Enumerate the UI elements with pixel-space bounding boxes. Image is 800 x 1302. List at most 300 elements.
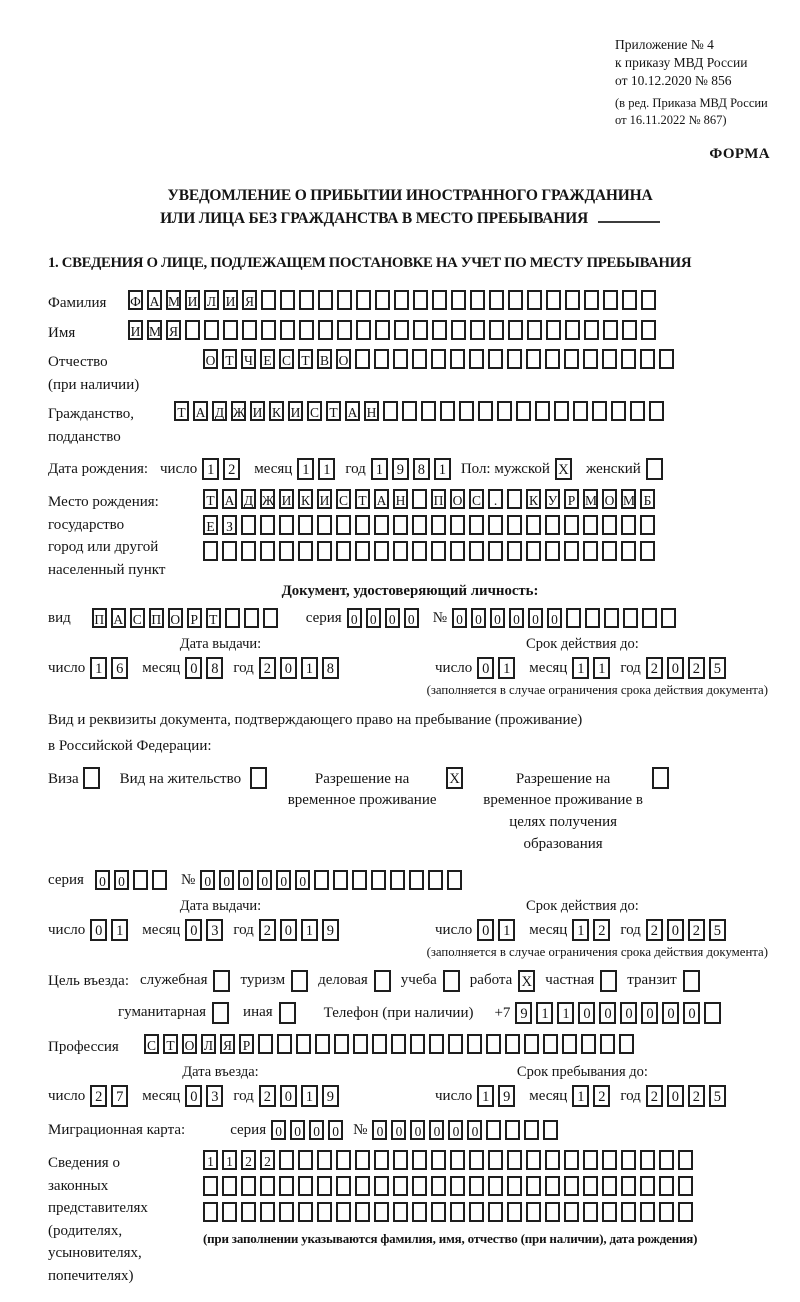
char-box[interactable] — [280, 320, 295, 340]
char-box[interactable]: 5 — [709, 919, 726, 941]
char-box[interactable] — [640, 541, 655, 561]
char-box[interactable]: 0 — [114, 870, 129, 890]
char-box[interactable]: 1 — [593, 657, 610, 679]
char-box[interactable] — [546, 290, 561, 310]
char-box[interactable] — [450, 515, 465, 535]
char-box[interactable]: 1 — [301, 919, 318, 941]
char-box[interactable]: 9 — [515, 1002, 532, 1024]
char-box[interactable]: Т — [174, 401, 189, 421]
char-box[interactable]: 9 — [392, 458, 409, 480]
char-box[interactable] — [374, 1176, 389, 1196]
char-box[interactable]: 1 — [434, 458, 451, 480]
char-box[interactable] — [527, 320, 542, 340]
char-box[interactable] — [543, 1120, 558, 1140]
char-box[interactable] — [469, 1202, 484, 1222]
char-box[interactable] — [602, 1176, 617, 1196]
char-box[interactable] — [507, 541, 522, 561]
char-box[interactable] — [602, 541, 617, 561]
char-box[interactable] — [470, 290, 485, 310]
char-box[interactable]: 1 — [498, 919, 515, 941]
char-box[interactable] — [356, 290, 371, 310]
char-box[interactable]: 2 — [646, 657, 663, 679]
residence-expiry-day-boxes[interactable] — [477, 919, 519, 941]
char-box[interactable] — [524, 1034, 539, 1054]
char-box[interactable] — [241, 1176, 256, 1196]
char-box[interactable]: 0 — [257, 870, 272, 890]
char-box[interactable] — [431, 541, 446, 561]
char-box[interactable]: 0 — [372, 1120, 387, 1140]
char-box[interactable] — [383, 401, 398, 421]
char-box[interactable] — [565, 290, 580, 310]
migration-number-boxes[interactable] — [372, 1120, 562, 1140]
char-box[interactable] — [507, 1176, 522, 1196]
char-box[interactable]: К — [298, 489, 313, 509]
char-box[interactable] — [469, 541, 484, 561]
char-box[interactable]: Ч — [241, 349, 256, 369]
char-box[interactable]: 5 — [709, 1085, 726, 1107]
char-box[interactable] — [336, 1176, 351, 1196]
char-box[interactable] — [336, 1150, 351, 1170]
char-box[interactable] — [279, 1202, 294, 1222]
char-box[interactable] — [526, 1150, 541, 1170]
char-box[interactable] — [337, 320, 352, 340]
char-box[interactable] — [374, 541, 389, 561]
char-box[interactable]: 1 — [498, 657, 515, 679]
expiry-year-boxes[interactable] — [646, 657, 730, 679]
char-box[interactable]: С — [130, 608, 145, 628]
char-box[interactable] — [602, 349, 617, 369]
char-box[interactable] — [467, 1034, 482, 1054]
char-box[interactable] — [336, 515, 351, 535]
birth-year-boxes[interactable] — [371, 458, 455, 480]
phone-boxes[interactable] — [515, 1002, 725, 1024]
char-box[interactable] — [621, 515, 636, 535]
char-box[interactable] — [564, 349, 579, 369]
char-box[interactable] — [526, 515, 541, 535]
char-box[interactable] — [535, 401, 550, 421]
char-box[interactable] — [554, 401, 569, 421]
char-box[interactable]: И — [279, 489, 294, 509]
char-box[interactable]: 0 — [276, 870, 291, 890]
char-box[interactable] — [242, 320, 257, 340]
char-box[interactable] — [258, 1034, 273, 1054]
char-box[interactable] — [317, 515, 332, 535]
char-box[interactable]: 1 — [318, 458, 335, 480]
char-box[interactable] — [260, 1202, 275, 1222]
char-box[interactable] — [213, 970, 230, 992]
char-box[interactable]: О — [203, 349, 218, 369]
char-box[interactable]: 0 — [347, 608, 362, 628]
char-box[interactable] — [583, 1176, 598, 1196]
residence-number-boxes[interactable] — [200, 870, 466, 890]
char-box[interactable] — [585, 608, 600, 628]
char-box[interactable] — [299, 320, 314, 340]
char-box[interactable] — [678, 1176, 693, 1196]
char-box[interactable] — [642, 608, 657, 628]
residence-issue-day-boxes[interactable] — [90, 919, 132, 941]
char-box[interactable]: Т — [355, 489, 370, 509]
char-box[interactable] — [393, 541, 408, 561]
char-box[interactable]: 9 — [322, 1085, 339, 1107]
char-box[interactable]: 9 — [322, 919, 339, 941]
char-box[interactable] — [393, 1150, 408, 1170]
char-box[interactable] — [393, 349, 408, 369]
char-box[interactable] — [410, 1034, 425, 1054]
char-box[interactable]: 0 — [238, 870, 253, 890]
char-box[interactable] — [317, 1176, 332, 1196]
firstname-boxes[interactable] — [128, 320, 660, 340]
char-box[interactable] — [225, 608, 240, 628]
char-box[interactable] — [619, 1034, 634, 1054]
char-box[interactable]: Я — [242, 290, 257, 310]
char-box[interactable] — [431, 515, 446, 535]
char-box[interactable]: 1 — [572, 1085, 589, 1107]
char-box[interactable] — [185, 320, 200, 340]
char-box[interactable] — [296, 1034, 311, 1054]
char-box[interactable]: 0 — [328, 1120, 343, 1140]
char-box[interactable] — [203, 1202, 218, 1222]
char-box[interactable] — [412, 1202, 427, 1222]
char-box[interactable] — [409, 870, 424, 890]
char-box[interactable] — [450, 1150, 465, 1170]
char-box[interactable]: Т — [222, 349, 237, 369]
char-box[interactable] — [583, 1202, 598, 1222]
char-box[interactable] — [448, 1034, 463, 1054]
char-box[interactable] — [661, 608, 676, 628]
char-box[interactable] — [562, 1034, 577, 1054]
char-box[interactable] — [526, 1202, 541, 1222]
char-box[interactable]: С — [469, 489, 484, 509]
purpose-study-checkbox[interactable] — [443, 970, 464, 992]
char-box[interactable] — [507, 349, 522, 369]
char-box[interactable] — [602, 515, 617, 535]
char-box[interactable] — [244, 608, 259, 628]
char-box[interactable]: 0 — [490, 608, 505, 628]
char-box[interactable] — [603, 290, 618, 310]
char-box[interactable] — [622, 290, 637, 310]
char-box[interactable] — [337, 290, 352, 310]
char-box[interactable] — [678, 1202, 693, 1222]
char-box[interactable]: 0 — [683, 1002, 700, 1024]
char-box[interactable]: 0 — [309, 1120, 324, 1140]
char-box[interactable] — [412, 489, 427, 509]
residence-series-boxes[interactable] — [95, 870, 171, 890]
char-box[interactable] — [470, 320, 485, 340]
char-box[interactable]: 0 — [391, 1120, 406, 1140]
residence-expiry-year-boxes[interactable] — [646, 919, 730, 941]
representatives-line1[interactable] — [203, 1150, 697, 1170]
char-box[interactable] — [314, 870, 329, 890]
char-box[interactable] — [375, 320, 390, 340]
char-box[interactable] — [526, 541, 541, 561]
char-box[interactable] — [83, 767, 100, 789]
char-box[interactable] — [451, 320, 466, 340]
char-box[interactable] — [564, 1202, 579, 1222]
char-box[interactable] — [545, 1150, 560, 1170]
char-box[interactable]: 0 — [477, 919, 494, 941]
stay-day-boxes[interactable] — [477, 1085, 519, 1107]
char-box[interactable] — [507, 515, 522, 535]
char-box[interactable]: 7 — [111, 1085, 128, 1107]
char-box[interactable] — [704, 1002, 721, 1024]
char-box[interactable]: 2 — [593, 1085, 610, 1107]
char-box[interactable] — [355, 349, 370, 369]
char-box[interactable]: 0 — [467, 1120, 482, 1140]
char-box[interactable] — [508, 320, 523, 340]
char-box[interactable] — [390, 870, 405, 890]
char-box[interactable] — [374, 515, 389, 535]
char-box[interactable] — [353, 1034, 368, 1054]
char-box[interactable] — [279, 1002, 296, 1024]
entry-day-boxes[interactable] — [90, 1085, 132, 1107]
char-box[interactable]: И — [288, 401, 303, 421]
char-box[interactable] — [374, 1150, 389, 1170]
char-box[interactable]: 0 — [641, 1002, 658, 1024]
char-box[interactable]: О — [450, 489, 465, 509]
char-box[interactable] — [393, 1176, 408, 1196]
issue-month-boxes[interactable] — [185, 657, 227, 679]
char-box[interactable]: 2 — [259, 657, 276, 679]
char-box[interactable] — [355, 541, 370, 561]
char-box[interactable] — [646, 458, 663, 480]
char-box[interactable] — [372, 1034, 387, 1054]
char-box[interactable] — [371, 870, 386, 890]
char-box[interactable]: 0 — [547, 608, 562, 628]
char-box[interactable] — [412, 515, 427, 535]
char-box[interactable] — [412, 1176, 427, 1196]
char-box[interactable] — [317, 1150, 332, 1170]
char-box[interactable] — [394, 320, 409, 340]
char-box[interactable] — [260, 541, 275, 561]
patronymic-boxes[interactable] — [203, 349, 678, 369]
char-box[interactable]: 0 — [185, 1085, 202, 1107]
char-box[interactable]: Е — [203, 515, 218, 535]
char-box[interactable] — [374, 970, 391, 992]
char-box[interactable]: Т — [203, 489, 218, 509]
char-box[interactable] — [291, 970, 308, 992]
char-box[interactable] — [261, 290, 276, 310]
birth-month-boxes[interactable] — [297, 458, 339, 480]
char-box[interactable] — [318, 290, 333, 310]
char-box[interactable] — [573, 401, 588, 421]
char-box[interactable] — [584, 290, 599, 310]
char-box[interactable] — [374, 1202, 389, 1222]
char-box[interactable] — [488, 349, 503, 369]
char-box[interactable] — [611, 401, 626, 421]
char-box[interactable] — [241, 1202, 256, 1222]
char-box[interactable] — [623, 608, 638, 628]
char-box[interactable]: 2 — [646, 1085, 663, 1107]
char-box[interactable]: 0 — [90, 919, 107, 941]
char-box[interactable]: К — [526, 489, 541, 509]
char-box[interactable] — [659, 1202, 674, 1222]
char-box[interactable]: Д — [241, 489, 256, 509]
stay-month-boxes[interactable] — [572, 1085, 614, 1107]
char-box[interactable]: Н — [393, 489, 408, 509]
char-box[interactable]: 6 — [111, 657, 128, 679]
char-box[interactable]: 0 — [280, 919, 297, 941]
char-box[interactable]: И — [250, 401, 265, 421]
char-box[interactable]: В — [317, 349, 332, 369]
char-box[interactable]: 1 — [536, 1002, 553, 1024]
char-box[interactable] — [375, 290, 390, 310]
char-box[interactable] — [564, 1150, 579, 1170]
doc-kind-boxes[interactable] — [92, 608, 282, 628]
char-box[interactable]: 2 — [259, 919, 276, 941]
char-box[interactable] — [315, 1034, 330, 1054]
char-box[interactable]: З — [222, 515, 237, 535]
female-checkbox[interactable] — [646, 458, 667, 480]
char-box[interactable] — [584, 320, 599, 340]
char-box[interactable] — [640, 1176, 655, 1196]
char-box[interactable]: 0 — [280, 1085, 297, 1107]
char-box[interactable]: Р — [564, 489, 579, 509]
char-box[interactable]: А — [147, 290, 162, 310]
char-box[interactable] — [621, 349, 636, 369]
char-box[interactable] — [260, 515, 275, 535]
char-box[interactable]: 1 — [297, 458, 314, 480]
char-box[interactable]: А — [193, 401, 208, 421]
char-box[interactable] — [412, 349, 427, 369]
char-box[interactable]: 0 — [219, 870, 234, 890]
char-box[interactable] — [352, 870, 367, 890]
char-box[interactable]: Ф — [128, 290, 143, 310]
char-box[interactable]: А — [111, 608, 126, 628]
issue-year-boxes[interactable] — [259, 657, 343, 679]
char-box[interactable] — [583, 515, 598, 535]
char-box[interactable]: 8 — [413, 458, 430, 480]
birth-day-boxes[interactable] — [202, 458, 244, 480]
char-box[interactable] — [440, 401, 455, 421]
char-box[interactable] — [336, 541, 351, 561]
char-box[interactable]: С — [336, 489, 351, 509]
char-box[interactable]: 0 — [578, 1002, 595, 1024]
char-box[interactable]: 0 — [667, 919, 684, 941]
char-box[interactable] — [564, 515, 579, 535]
char-box[interactable] — [431, 1176, 446, 1196]
char-box[interactable] — [413, 290, 428, 310]
char-box[interactable] — [223, 320, 238, 340]
char-box[interactable] — [583, 1150, 598, 1170]
char-box[interactable]: 2 — [259, 1085, 276, 1107]
char-box[interactable] — [241, 541, 256, 561]
char-box[interactable]: М — [166, 290, 181, 310]
char-box[interactable]: 1 — [202, 458, 219, 480]
char-box[interactable] — [543, 1034, 558, 1054]
char-box[interactable] — [545, 515, 560, 535]
residence-permit-checkbox[interactable] — [250, 767, 271, 789]
char-box[interactable]: Я — [166, 320, 181, 340]
char-box[interactable] — [431, 1202, 446, 1222]
char-box[interactable]: 1 — [111, 919, 128, 941]
char-box[interactable] — [488, 541, 503, 561]
char-box[interactable] — [564, 1176, 579, 1196]
char-box[interactable]: 0 — [404, 608, 419, 628]
char-box[interactable] — [641, 320, 656, 340]
char-box[interactable] — [459, 401, 474, 421]
char-box[interactable]: 0 — [599, 1002, 616, 1024]
char-box[interactable]: Т — [326, 401, 341, 421]
char-box[interactable]: С — [279, 349, 294, 369]
char-box[interactable] — [486, 1034, 501, 1054]
char-box[interactable]: Т — [206, 608, 221, 628]
purpose-transit-checkbox[interactable] — [683, 970, 704, 992]
char-box[interactable]: 0 — [429, 1120, 444, 1140]
char-box[interactable] — [640, 1202, 655, 1222]
char-box[interactable] — [298, 1176, 313, 1196]
char-box[interactable]: 0 — [185, 657, 202, 679]
char-box[interactable] — [583, 541, 598, 561]
char-box[interactable] — [336, 1202, 351, 1222]
char-box[interactable]: 0 — [366, 608, 381, 628]
char-box[interactable]: 0 — [271, 1120, 286, 1140]
char-box[interactable] — [564, 541, 579, 561]
char-box[interactable]: 1 — [557, 1002, 574, 1024]
char-box[interactable] — [545, 541, 560, 561]
char-box[interactable]: . — [488, 489, 503, 509]
residence-expiry-month-boxes[interactable] — [572, 919, 614, 941]
char-box[interactable]: И — [128, 320, 143, 340]
char-box[interactable]: Д — [212, 401, 227, 421]
char-box[interactable] — [412, 541, 427, 561]
char-box[interactable] — [317, 1202, 332, 1222]
char-box[interactable] — [659, 1176, 674, 1196]
char-box[interactable] — [432, 290, 447, 310]
char-box[interactable]: 2 — [90, 1085, 107, 1107]
char-box[interactable] — [298, 1150, 313, 1170]
char-box[interactable]: 1 — [203, 1150, 218, 1170]
char-box[interactable]: К — [269, 401, 284, 421]
char-box[interactable] — [469, 515, 484, 535]
char-box[interactable] — [621, 1176, 636, 1196]
char-box[interactable]: Л — [204, 290, 219, 310]
char-box[interactable]: 1 — [572, 657, 589, 679]
char-box[interactable]: С — [307, 401, 322, 421]
char-box[interactable]: 0 — [280, 657, 297, 679]
char-box[interactable]: М — [147, 320, 162, 340]
char-box[interactable]: У — [545, 489, 560, 509]
char-box[interactable]: О — [182, 1034, 197, 1054]
char-box[interactable]: П — [92, 608, 107, 628]
char-box[interactable] — [443, 970, 460, 992]
doc-series-boxes[interactable] — [347, 608, 423, 628]
char-box[interactable] — [630, 401, 645, 421]
char-box[interactable]: А — [222, 489, 237, 509]
char-box[interactable] — [280, 290, 295, 310]
char-box[interactable]: 8 — [322, 657, 339, 679]
char-box[interactable]: 8 — [206, 657, 223, 679]
char-box[interactable]: 2 — [646, 919, 663, 941]
purpose-humanitarian-checkbox[interactable] — [212, 1002, 233, 1024]
char-box[interactable] — [355, 1176, 370, 1196]
char-box[interactable] — [592, 401, 607, 421]
char-box[interactable]: 0 — [477, 657, 494, 679]
char-box[interactable]: 3 — [206, 919, 223, 941]
char-box[interactable] — [652, 767, 669, 789]
char-box[interactable] — [649, 401, 664, 421]
representatives-line3[interactable] — [203, 1202, 697, 1222]
temp-residence-edu-checkbox[interactable] — [652, 767, 673, 789]
representatives-line2[interactable] — [203, 1176, 697, 1196]
char-box[interactable] — [394, 290, 409, 310]
char-box[interactable] — [505, 1034, 520, 1054]
char-box[interactable]: П — [149, 608, 164, 628]
char-box[interactable]: Ж — [260, 489, 275, 509]
char-box[interactable] — [641, 290, 656, 310]
char-box[interactable] — [602, 1150, 617, 1170]
char-box[interactable] — [469, 1176, 484, 1196]
char-box[interactable]: X — [518, 970, 535, 992]
